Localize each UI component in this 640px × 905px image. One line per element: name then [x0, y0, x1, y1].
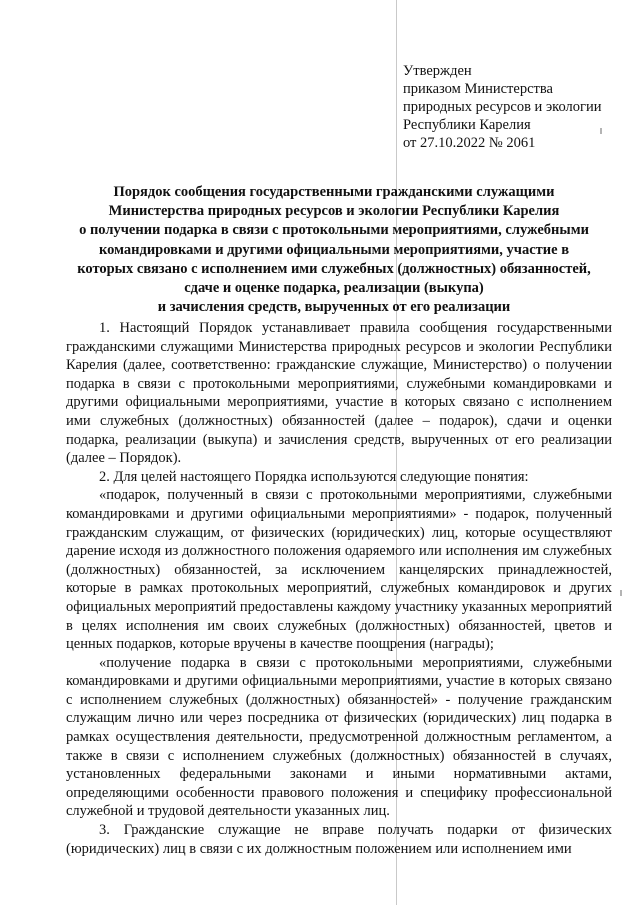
title-line: о получении подарка в связи с протокольными мероприятиями, служебными [79, 222, 589, 239]
scan-speck [620, 590, 622, 596]
definition-gift: «подарок, полученный в связи с протокольными мероприятиями, служебными командировками и другими официальными мероприятиями» - подарок, полученный гражданским служащим, от физических (юридических) лиц, которые осуществляют дарение исходя из должностного положения одаряемого или исполнения им служебных (должностных) обязанностей, за исключением канцелярских принадлежностей, которые в рамках протокольных мероприятий, служебных командировок и других официальных мероприятий предоставлены каждому участнику указанных мероприятий в целях исполнения им своих служебных (должностных) обязанностей, цветов и ценных подарков, которые вручены в качестве поощрения (награды); [66, 487, 612, 653]
paragraph-1: 1. Настоящий Порядок устанавливает правила сообщения государственными гражданскими служащими Министерства природных ресурсов и экологии Республики Карелия (далее, соответственно: гражданские служащие, Министерство) о получении подарка в связи с протокольными мероприятиями, служебными командировками и другими официальными мероприятиями, участие в которых связано с исполнением ими служебных (должностных) обязанностей (далее – подарок), сдачи и оценки подарка, реализации (выкупа) и зачисления средств, вырученных от его реализации (далее – Порядок). [66, 320, 612, 467]
title-line: командировками и другими официальными мероприятиями, участие в [98, 241, 570, 258]
paragraph-2: 2. Для целей настоящего Порядка используются следующие понятия: [99, 468, 529, 485]
title-line: Министерства природных ресурсов и экологии Республики Карелия [108, 203, 560, 220]
paragraph-3: 3. Гражданские служащие не вправе получать подарки от физических (юридических) лиц в связи с их должностным положением или исполнением ими [66, 822, 612, 857]
title-line: и зачисления средств, вырученных от его реализации [157, 299, 511, 316]
definition-receiving-gift: «получение подарка в связи с протокольными мероприятиями, служебными командировками и другими официальными мероприятиями, участие в которых связано с исполнением служебных (должностных) обязанностей» - получение гражданским служащим лично или через посредника от физических (юридических) лиц подарка в рамках осуществления деятельности, предусмотренной должностным регламентом, а также в связи с исполнением служебных (должностных) обязанностей в случаях, установленных федеральными законами и иными нормативными актами, определяющими особенности правового положения и специфику профессиональной служебной и трудовой деятельности указанных лиц. [66, 654, 612, 820]
document-title [60, 183, 608, 317]
approval-line: Республики Карелия [403, 117, 531, 133]
approval-stamp-block [403, 62, 633, 152]
document-body [66, 319, 612, 858]
approval-line: природных ресурсов и экологии [403, 99, 602, 115]
title-line: которых связано с исполнением ими служебных (должностных) обязанностей, [77, 260, 591, 277]
title-line: сдаче и оценке подарка, реализации (выкупа) [184, 280, 484, 297]
approval-line: Утвержден [403, 63, 472, 79]
title-line: Порядок сообщения государственными гражданскими служащими [113, 184, 555, 200]
approval-line: приказом Министерства [403, 81, 553, 97]
approval-line: от 27.10.2022 № 2061 [403, 135, 536, 151]
